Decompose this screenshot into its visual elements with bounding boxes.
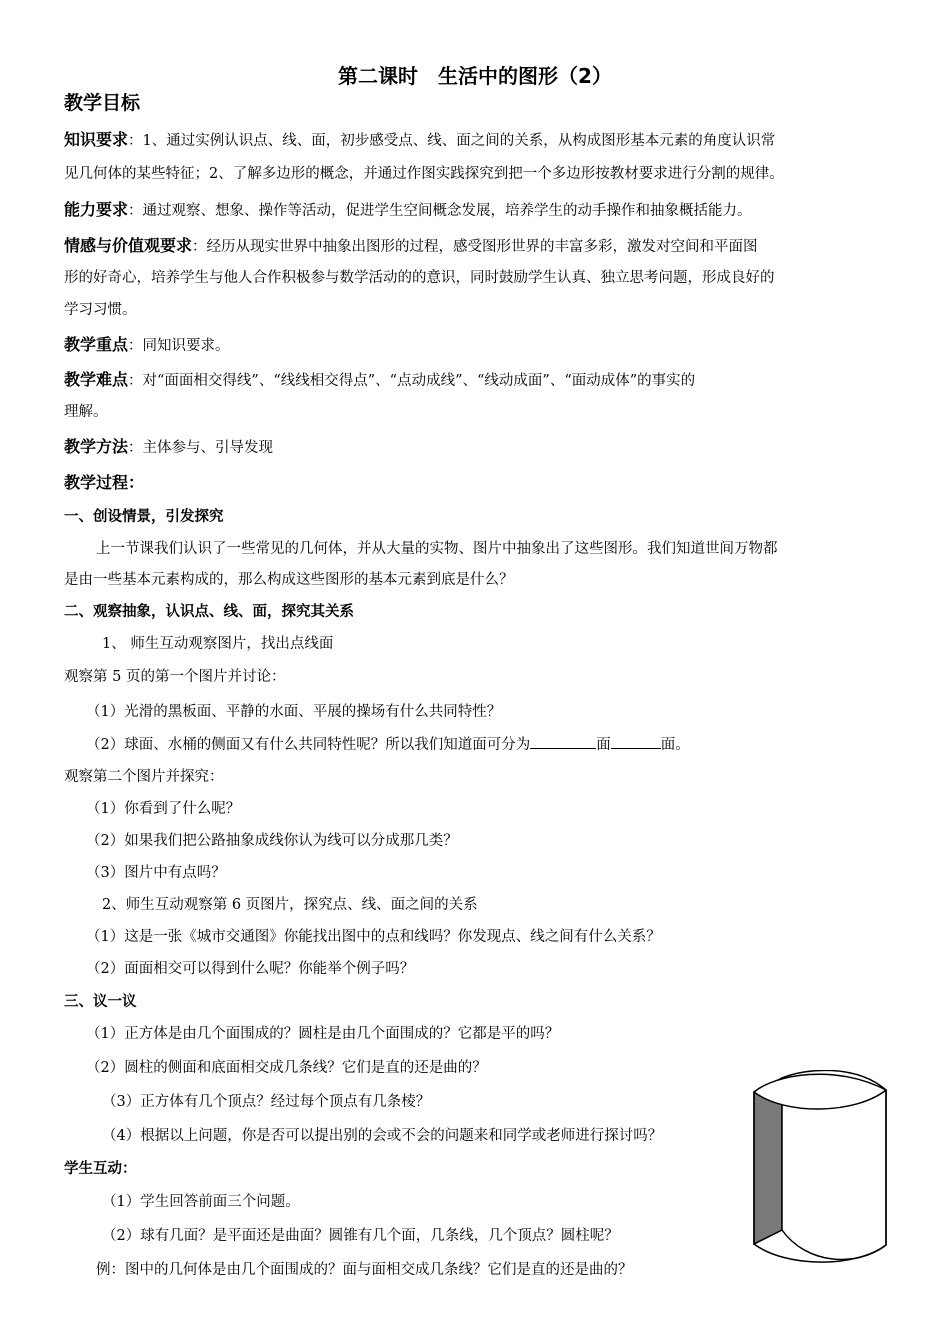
sec2-question-2-a: （2）球面、水桶的侧面又有什么共同特性呢？所以我们知道面可分为 [86, 737, 531, 753]
sec2-question-3: （1）你看到了什么呢？ [86, 801, 241, 817]
fill-blank-1 [530, 734, 596, 749]
interact-answer-2: （2）球有几面？是平面还是曲面？圆锥有几个面，几条线，几个顶点？圆柱呢？ [102, 1228, 619, 1244]
emotion-text-2: 形的好奇心，培养学生与他人合作积极参与数学活动的的意识，同时鼓励学生认真、独立思考问题，形成良好的 [64, 270, 775, 286]
method-label: 教学方法 [64, 437, 129, 456]
sec2-observe-2: 观察第二个图片并探究： [64, 769, 224, 785]
ability-label: 能力要求 [64, 200, 129, 219]
knowledge-line-1 [64, 130, 775, 151]
difficulty-line-1 [64, 370, 695, 391]
difficulty-label: 教学难点 [64, 370, 129, 389]
sec2-question-2-c: 面。 [660, 737, 690, 753]
knowledge-text-1: 1、通过实例认识点、线、面，初步感受点、线、面之间的关系，从构成图形基本元素的角度认识常 [142, 133, 776, 149]
interact-label: 学生互动： [64, 1161, 137, 1177]
interact-example: 例：图中的几何体是由几个面围成的？面与面相交成几条线？它们是直的还是曲的？ [96, 1262, 633, 1278]
half-cylinder-figure [746, 1070, 892, 1270]
sec2-question-6: （1）这是一张《城市交通图》你能找出图中的点和线吗？你发现点、线之间有什么关系？ [86, 929, 661, 945]
sec3-question-3: （3）正方体有几个顶点？经过每个顶点有几条棱？ [102, 1094, 431, 1110]
sec2-item-2: 2、师生互动观察第 6 页图片，探究点、线、面之间的关系 [102, 897, 478, 913]
interact-answer-1: （1）学生回答前面三个问题。 [102, 1194, 300, 1210]
sec1-para-1: 上一节课我们认识了一些常见的几何体，并从大量的实物、图片中抽象出了这些图形。我们知道世间万物都 [96, 541, 778, 557]
sec2-heading: 二、观察抽象，认识点、线、面，探究其关系 [64, 604, 354, 620]
sec2-question-4: （2）如果我们把公路抽象成线你认为线可以分成那几类？ [86, 833, 458, 849]
sec2-question-2-b: 面 [596, 737, 611, 753]
focus-text: 同知识要求。 [142, 338, 230, 354]
knowledge-text-2: 见几何体的某些特征；2、了解多边形的概念，并通过作图实践探究到把一个多边形按教材要求进行分割的规律。 [64, 166, 784, 182]
difficulty-text-2: 理解。 [64, 404, 108, 420]
sec3-question-2: （2）圆柱的侧面和底面相交成几条线？它们是直的还是曲的？ [86, 1060, 487, 1076]
sec3-question-1: （1）正方体是由几个面围成的？圆柱是由几个面围成的？它都是平的吗？ [86, 1026, 560, 1042]
emotion-text-1: 经历从现实世界中抽象出图形的过程，感受图形世界的丰富多彩，激发对空间和平面图 [206, 239, 758, 255]
emotion-label: 情感与价值观要求 [64, 236, 193, 255]
knowledge-label: 知识要求 [64, 130, 129, 149]
method-line [64, 437, 273, 458]
focus-label: 教学重点 [64, 335, 129, 354]
sec3-heading: 三、议一议 [64, 994, 137, 1010]
sec1-heading: 一、创设情景，引发探究 [64, 509, 224, 525]
ability-text: 通过观察、想象、操作等活动，促进学生空间概念发展，培养学生的动手操作和抽象概括能力。 [142, 203, 752, 219]
emotion-line-1 [64, 236, 758, 257]
sec2-question-5: （3）图片中有点吗？ [86, 865, 226, 881]
sec2-observe-1: 观察第 5 页的第一个图片并讨论： [64, 669, 286, 685]
knowledge-sep: ： [128, 133, 143, 149]
sec3-question-4: （4）根据以上问题，你是否可以提出别的会或不会的问题来和同学或老师进行探讨吗？ [102, 1128, 663, 1144]
difficulty-sep: ： [128, 373, 143, 389]
method-sep: ： [128, 440, 143, 456]
sec2-question-7: （2）面面相交可以得到什么呢？你能举个例子吗？ [86, 961, 415, 977]
focus-sep: ： [128, 338, 143, 354]
ability-line [64, 200, 752, 221]
method-text: 主体参与、引导发现 [142, 440, 274, 456]
difficulty-text-1: 对“面面相交得线”、“线线相交得点”、“点动成线”、“线动成面”、“面动成体”的事实的 [142, 373, 696, 389]
sec2-question-2 [86, 734, 690, 755]
emotion-sep: ： [192, 239, 207, 255]
sec2-item-1: 1、 师生互动观察图片，找出点线面 [102, 636, 334, 652]
emotion-text-3: 学习习惯。 [64, 302, 137, 318]
focus-line [64, 335, 230, 356]
ability-sep: ： [128, 203, 143, 219]
sec1-para-2: 是由一些基本元素构成的，那么构成这些图形的基本元素到底是什么？ [64, 572, 514, 588]
section-heading-objectives: 教学目标 [64, 92, 141, 114]
process-label: 教学过程： [64, 473, 145, 492]
fill-blank-2 [611, 734, 661, 749]
page-title: 第二课时 生活中的图形（2） [338, 64, 612, 88]
sec2-question-1: （1）光滑的黑板面、平静的水面、平展的操场有什么共同特性？ [86, 704, 502, 720]
